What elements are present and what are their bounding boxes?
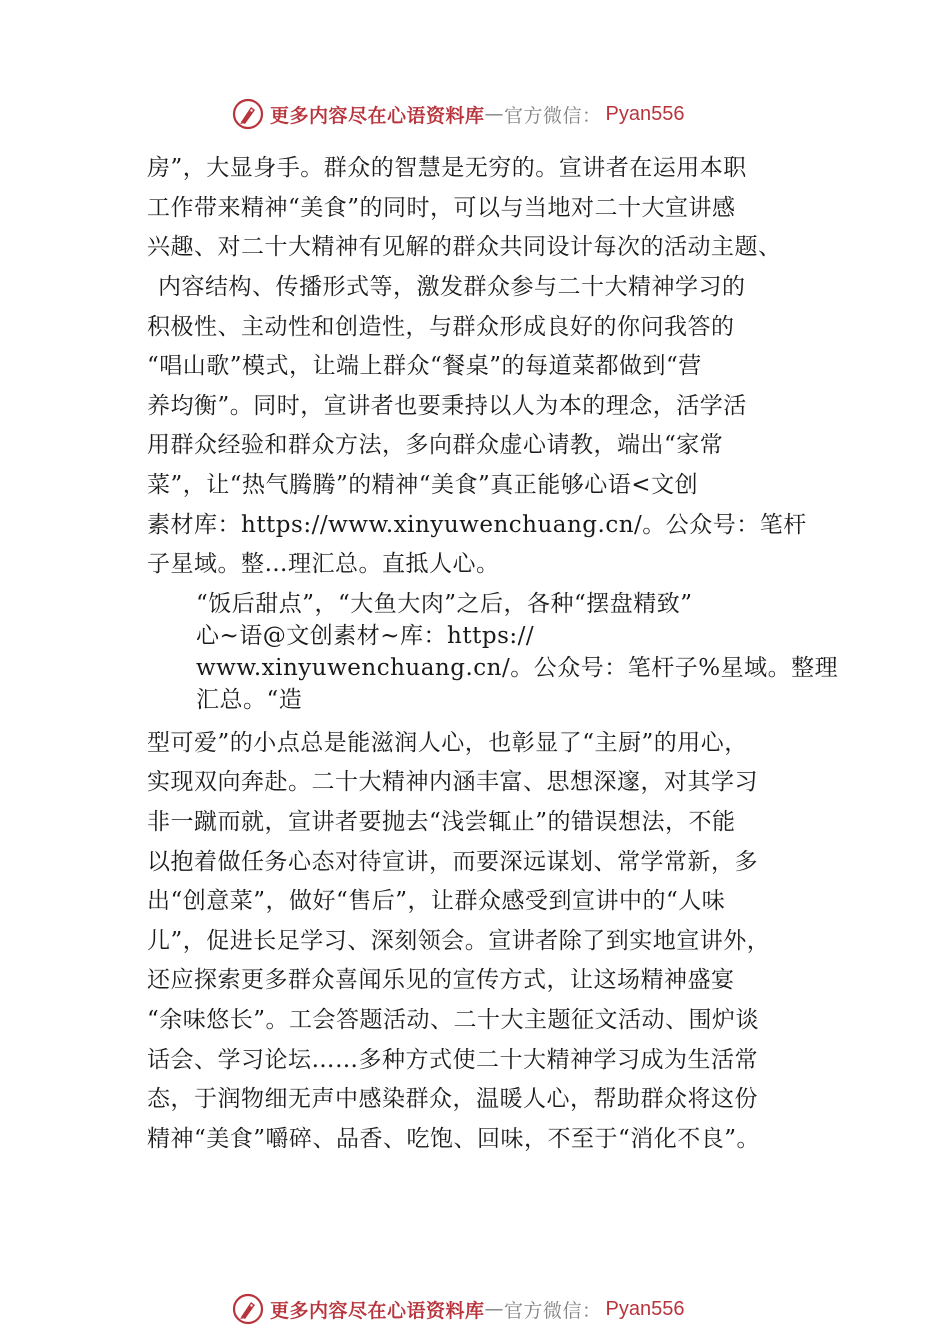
body-line: 精神“美食”嚼碎、品香、吃饱、回味，不至于“消化不良”。 <box>147 1126 761 1152</box>
header-watermark <box>232 97 685 131</box>
body-line: 素材库：https://www.xinyuwenchuang.cn/。公众号：笔杆 <box>147 512 807 538</box>
body-line: 话会、学习论坛……多种方式使二十大精神学习成为生活常 <box>147 1047 758 1073</box>
indented-line: 汇总。“造 <box>196 687 303 713</box>
watermark-title: 更多内容尽在心语资料库 <box>270 104 485 127</box>
body-line: 还应探索更多群众喜闻乐见的宣传方式，让这场精神盛宴 <box>147 967 735 993</box>
body-line: 积极性、主动性和创造性，与群众形成良好的你问我答的 <box>147 314 735 340</box>
pen-logo-icon <box>232 98 264 130</box>
body-line: 非一蹴而就，宣讲者要抛去“浅尝辄止”的错误想法，不能 <box>147 809 736 835</box>
body-line: 儿”，促进长足学习、深刻领会。宣讲者除了到实地宣讲外， <box>147 928 771 954</box>
body-line: 用群众经验和群众方法，多向群众虚心请教，端出“家常 <box>147 432 724 458</box>
pen-logo-icon <box>232 1293 264 1325</box>
indented-line: “饭后甜点”，“大鱼大肉”之后，各种“摆盘精致” <box>196 591 693 617</box>
indented-line: www.xinyuwenchuang.cn/。公众号：笔杆子%星域。整理 <box>196 655 839 681</box>
body-line: 型可爱”的小点总是能滋润人心，也彰显了“主厨”的用心， <box>147 730 748 756</box>
body-line: 工作带来精神“美食”的同时，可以与当地对二十大宣讲感 <box>147 195 736 221</box>
watermark-wechat-label: 官方微信： <box>504 104 602 127</box>
body-line: 养均衡”。同时，宣讲者也要秉持以人为本的理念，活学活 <box>147 393 747 419</box>
body-line: “唱山歌”模式，让端上群众“餐桌”的每道菜都做到“营 <box>147 353 702 379</box>
body-line: 实现双向奔赴。二十大精神内涵丰富、思想深邃，对其学习 <box>147 769 758 795</box>
watermark-dash: — <box>484 1298 505 1320</box>
body-line: 内容结构、传播形式等，激发群众参与二十大精神学习的 <box>158 274 746 300</box>
body-line: 菜”，让“热气腾腾”的精神“美食”真正能够心语<文创 <box>147 472 699 498</box>
footer-watermark <box>232 1292 685 1326</box>
body-line: 以抱着做任务心态对待宣讲，而要深远谋划、常学常新，多 <box>147 849 758 875</box>
body-line: 房”，大显身手。群众的智慧是无穷的。宣讲者在运用本职 <box>147 155 747 181</box>
watermark-wechat-label: 官方微信： <box>504 1299 602 1322</box>
watermark-title: 更多内容尽在心语资料库 <box>270 1299 485 1322</box>
body-line: “余味悠长”。工会答题活动、二十大主题征文活动、围炉谈 <box>147 1007 760 1033</box>
watermark-dash: — <box>484 103 505 125</box>
watermark-wechat-id: Pyan556 <box>605 1297 685 1320</box>
body-line: 兴趣、对二十大精神有见解的群众共同设计每次的活动主题、 <box>147 234 782 260</box>
watermark-wechat-id: Pyan556 <box>605 102 685 125</box>
body-line: 子星域。整…理汇总。直抵人心。 <box>147 551 500 577</box>
indented-line: 心~语@文创素材~库：https:// <box>196 623 535 649</box>
body-line: 态，于润物细无声中感染群众，温暖人心，帮助群众将这份 <box>147 1086 758 1112</box>
body-line: 出“创意菜”，做好“售后”，让群众感受到宣讲中的“人味 <box>147 888 726 914</box>
